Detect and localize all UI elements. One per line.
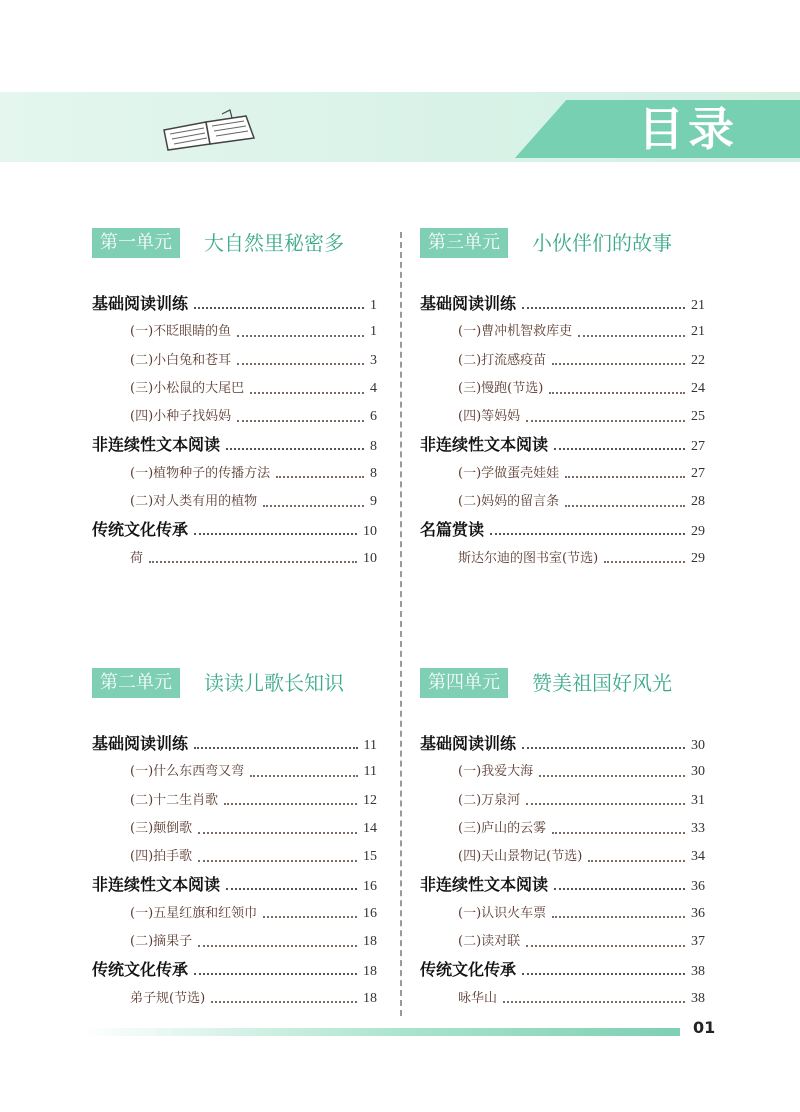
dot-leader — [552, 907, 685, 918]
dot-leader — [578, 326, 685, 337]
entry-title: 基础阅读训练 — [420, 294, 517, 313]
toc-chapter-entry — [92, 871, 377, 899]
entry-page-number: 18 — [363, 934, 377, 950]
dot-leader — [263, 496, 364, 507]
dot-leader — [276, 467, 364, 478]
dot-leader — [226, 439, 364, 450]
toc-article-entry — [92, 347, 377, 375]
dot-leader — [526, 794, 685, 805]
entry-page-number: 14 — [363, 820, 377, 836]
entry-title: (二)打流感疫苗 — [458, 352, 547, 368]
entry-page-number: 6 — [370, 409, 377, 425]
unit-label: 第一单元 — [92, 228, 180, 258]
dot-leader — [565, 496, 685, 507]
entry-title: (四)拍手歌 — [130, 849, 193, 865]
toc-chapter-entry — [92, 730, 377, 758]
entry-page-number: 11 — [363, 764, 377, 780]
entry-page-number: 16 — [363, 879, 377, 895]
section-unit-4 — [420, 668, 705, 1013]
dot-leader — [250, 766, 357, 777]
entry-page-number: 15 — [363, 849, 377, 865]
toc-article-entry — [420, 375, 705, 403]
entry-title: (二)妈妈的留言条 — [458, 494, 560, 510]
toc-article-entry — [420, 758, 705, 786]
dot-leader — [522, 298, 685, 309]
unit-title: 大自然里秘密多 — [204, 231, 344, 255]
entry-page-number: 27 — [691, 439, 705, 455]
entry-page-number: 8 — [370, 439, 377, 455]
entry-title: (二)万泉河 — [458, 792, 521, 808]
unit-label: 第四单元 — [420, 668, 508, 698]
dot-leader — [522, 738, 685, 749]
entry-page-number: 12 — [363, 792, 377, 808]
entry-title: (三)颠倒歌 — [130, 820, 193, 836]
dot-leader — [194, 738, 358, 749]
entry-page-number: 38 — [691, 964, 705, 980]
toc-chapter-entry — [420, 871, 705, 899]
dot-leader — [549, 383, 685, 394]
entry-title: 基础阅读训练 — [92, 294, 189, 313]
dot-leader — [604, 552, 685, 563]
entry-title: 非连续性文本阅读 — [92, 435, 221, 455]
dot-leader — [565, 467, 685, 478]
toc-article-entry — [420, 985, 705, 1013]
toc-article-entry — [420, 318, 705, 346]
unit-title: 赞美祖国好风光 — [532, 671, 672, 695]
entry-page-number: 3 — [370, 352, 377, 368]
entry-page-number: 18 — [363, 990, 377, 1006]
unit-title: 读读儿歌长知识 — [204, 671, 344, 695]
dot-leader — [237, 326, 364, 337]
toc-article-entry — [92, 318, 377, 346]
entry-page-number: 8 — [370, 465, 377, 481]
entry-title: 非连续性文本阅读 — [420, 875, 549, 895]
entry-title: 名篇赏读 — [420, 520, 485, 540]
entry-title: 非连续性文本阅读 — [420, 435, 549, 455]
toc-article-entry — [420, 403, 705, 431]
toc-article-entry — [92, 460, 377, 488]
entry-page-number: 34 — [691, 849, 705, 865]
entry-page-number: 27 — [691, 465, 705, 481]
dot-leader — [554, 879, 685, 890]
toc-article-entry — [420, 843, 705, 871]
entry-page-number: 29 — [691, 524, 705, 540]
toc-list — [92, 730, 377, 1013]
column-divider — [400, 232, 402, 1016]
toc-chapter-entry — [420, 956, 705, 984]
dot-leader — [526, 411, 685, 422]
unit-label: 第三单元 — [420, 228, 508, 258]
entry-title: (二)摘果子 — [130, 934, 193, 950]
toc-article-entry — [92, 545, 377, 573]
toc-article-entry — [92, 375, 377, 403]
toc-chapter-entry — [92, 956, 377, 984]
entry-page-number: 9 — [370, 494, 377, 510]
entry-title: (一)认识火车票 — [458, 905, 547, 921]
dot-leader — [194, 964, 357, 975]
toc-chapter-entry — [92, 516, 377, 544]
section-header — [92, 668, 377, 698]
entry-page-number: 16 — [363, 905, 377, 921]
entry-page-number: 22 — [691, 352, 705, 368]
unit-label: 第二单元 — [92, 668, 180, 698]
entry-title: (一)植物种子的传播方法 — [130, 465, 271, 481]
toc-article-entry — [420, 787, 705, 815]
toc-article-entry — [92, 900, 377, 928]
entry-title: (二)小白兔和苍耳 — [130, 352, 232, 368]
dot-leader — [588, 851, 685, 862]
entry-page-number: 33 — [691, 820, 705, 836]
toc-article-entry — [92, 403, 377, 431]
toc-article-entry — [92, 488, 377, 516]
toc-chapter-entry — [92, 431, 377, 459]
entry-title: (一)我爱大海 — [458, 764, 534, 780]
entry-page-number: 1 — [370, 324, 377, 340]
toc-article-entry — [420, 347, 705, 375]
entry-page-number: 30 — [691, 764, 705, 780]
entry-title: (一)不眨眼睛的鱼 — [130, 324, 232, 340]
entry-page-number: 36 — [691, 879, 705, 895]
dot-leader — [198, 851, 357, 862]
dot-leader — [198, 823, 357, 834]
entry-title: (三)庐山的云雾 — [458, 820, 547, 836]
entry-title: (四)天山景物记(节选) — [458, 849, 583, 865]
entry-page-number: 31 — [691, 792, 705, 808]
dot-leader — [224, 794, 357, 805]
entry-page-number: 38 — [691, 990, 705, 1006]
section-header — [420, 228, 705, 258]
toc-list — [420, 730, 705, 1013]
entry-title: 荷 — [130, 550, 144, 566]
toc-chapter-entry — [92, 290, 377, 318]
toc-article-entry — [92, 787, 377, 815]
entry-page-number: 21 — [691, 298, 705, 313]
entry-title: (三)慢跑(节选) — [458, 380, 544, 396]
toc-chapter-entry — [420, 516, 705, 544]
dot-leader — [226, 879, 357, 890]
toc-list — [92, 290, 377, 573]
entry-page-number: 11 — [363, 738, 377, 753]
toc-article-entry — [92, 843, 377, 871]
toc-list — [420, 290, 705, 573]
toc-chapter-entry — [420, 290, 705, 318]
entry-page-number: 21 — [691, 324, 705, 340]
toc-article-entry — [420, 460, 705, 488]
dot-leader — [237, 354, 364, 365]
unit-title: 小伙伴们的故事 — [532, 231, 672, 255]
dot-leader — [250, 383, 364, 394]
toc-article-entry — [420, 488, 705, 516]
toc-article-entry — [420, 928, 705, 956]
dot-leader — [539, 766, 685, 777]
entry-title: 基础阅读训练 — [420, 734, 517, 753]
dot-leader — [503, 992, 685, 1003]
section-header — [420, 668, 705, 698]
entry-page-number: 37 — [691, 934, 705, 950]
entry-title: (四)等妈妈 — [458, 409, 521, 425]
entry-title: 咏华山 — [458, 990, 498, 1006]
entry-title: (二)十二生肖歌 — [130, 792, 219, 808]
toc-chapter-entry — [420, 730, 705, 758]
dot-leader — [490, 524, 685, 535]
entry-title: 传统文化传承 — [92, 960, 189, 980]
entry-page-number: 29 — [691, 550, 705, 566]
toc-article-entry — [92, 985, 377, 1013]
entry-title: 传统文化传承 — [420, 960, 517, 980]
dot-leader — [211, 992, 357, 1003]
entry-title: (一)学做蛋壳娃娃 — [458, 465, 560, 481]
footer-bar — [80, 1028, 680, 1036]
dot-leader — [554, 439, 685, 450]
entry-page-number: 10 — [363, 524, 377, 540]
toc-article-entry — [420, 815, 705, 843]
entry-page-number: 4 — [370, 380, 377, 396]
dot-leader — [522, 964, 685, 975]
section-unit-3 — [420, 228, 705, 573]
entry-page-number: 10 — [363, 550, 377, 566]
dot-leader — [194, 298, 364, 309]
dot-leader — [552, 823, 685, 834]
entry-page-number: 30 — [691, 738, 705, 753]
entry-title: (二)读对联 — [458, 934, 521, 950]
section-unit-1 — [92, 228, 377, 573]
page-number: 01 — [693, 1018, 716, 1037]
dot-leader — [194, 524, 357, 535]
toc-article-entry — [92, 758, 377, 786]
entry-title: 弟子规(节选) — [130, 990, 206, 1006]
toc-article-entry — [92, 815, 377, 843]
open-book-icon — [160, 108, 260, 154]
dot-leader — [149, 552, 357, 563]
entry-title: (一)曹冲机智救库吏 — [458, 324, 573, 340]
dot-leader — [237, 411, 364, 422]
entry-title: 传统文化传承 — [92, 520, 189, 540]
dot-leader — [526, 936, 685, 947]
toc-article-entry — [92, 928, 377, 956]
dot-leader — [198, 936, 357, 947]
entry-title: 斯达尔迪的图书室(节选) — [458, 550, 599, 566]
section-unit-2 — [92, 668, 377, 1013]
entry-page-number: 24 — [691, 380, 705, 396]
entry-title: (三)小松鼠的大尾巴 — [130, 380, 245, 396]
entry-title: (二)对人类有用的植物 — [130, 494, 258, 510]
entry-page-number: 36 — [691, 905, 705, 921]
toc-chapter-entry — [420, 431, 705, 459]
entry-title: (一)什么东西弯又弯 — [130, 764, 245, 780]
entry-title: 非连续性文本阅读 — [92, 875, 221, 895]
entry-title: 基础阅读训练 — [92, 734, 189, 753]
entry-page-number: 18 — [363, 964, 377, 980]
page-title: 目录 — [638, 102, 738, 156]
entry-page-number: 25 — [691, 409, 705, 425]
entry-page-number: 1 — [370, 298, 377, 313]
entry-title: (一)五星红旗和红领巾 — [130, 905, 258, 921]
section-header — [92, 228, 377, 258]
entry-title: (四)小种子找妈妈 — [130, 409, 232, 425]
dot-leader — [552, 354, 685, 365]
toc-article-entry — [420, 900, 705, 928]
entry-page-number: 28 — [691, 494, 705, 510]
dot-leader — [263, 907, 357, 918]
toc-article-entry — [420, 545, 705, 573]
